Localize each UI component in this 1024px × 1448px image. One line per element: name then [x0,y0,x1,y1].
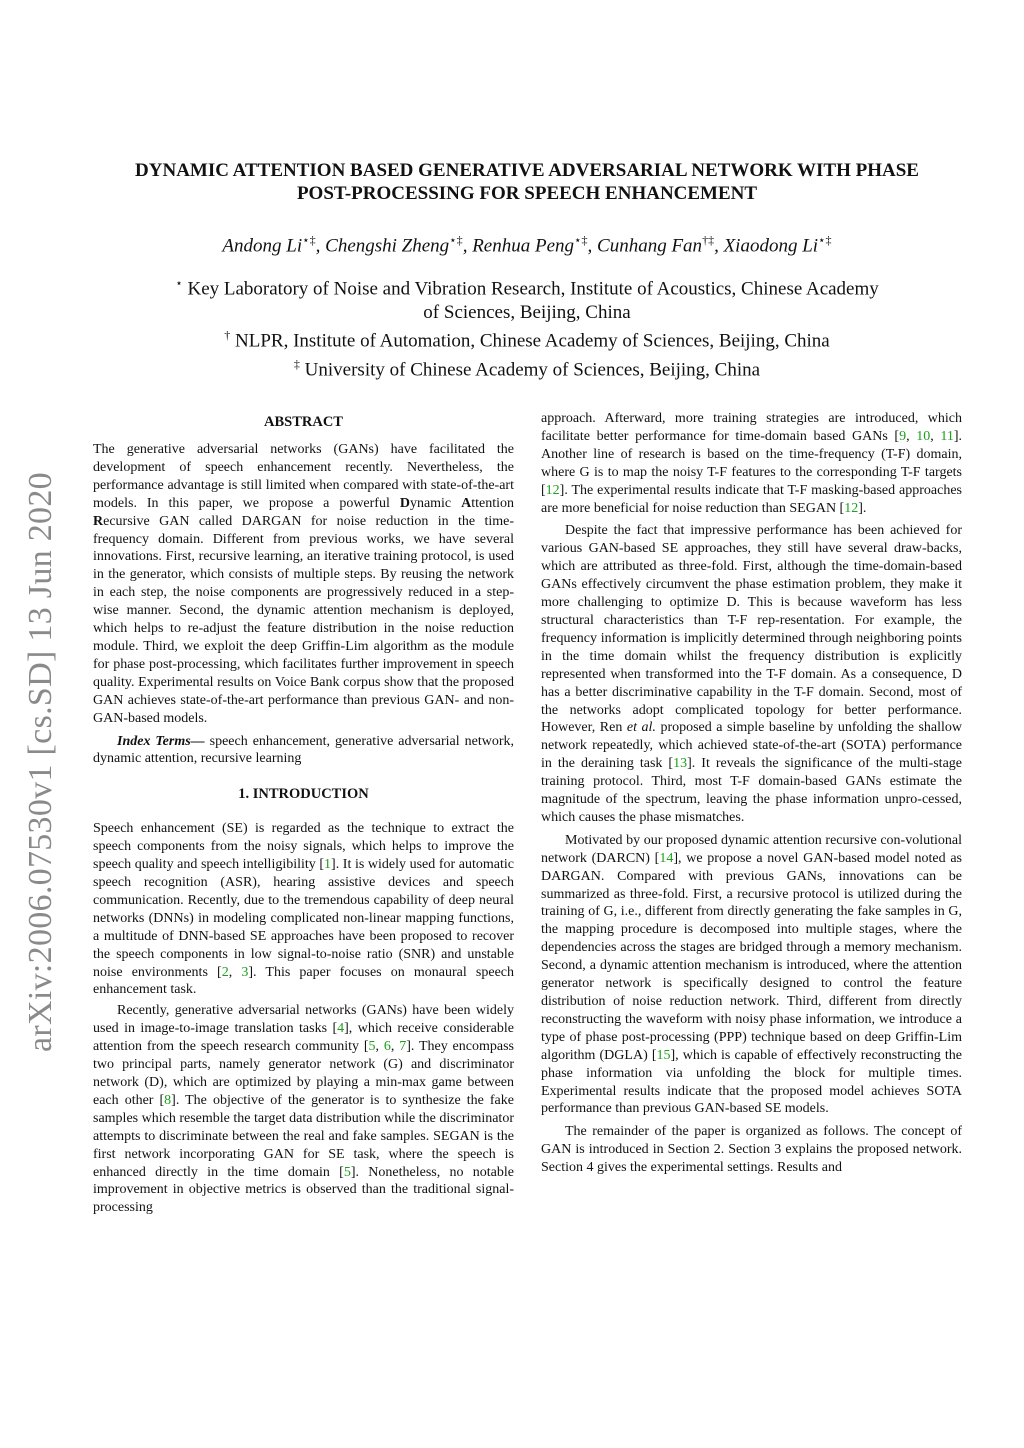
citation-link[interactable]: 11 [940,428,954,444]
acronym-letter: A [461,495,472,511]
left-column [93,410,514,1217]
author-marks: ⋆‡ [574,233,588,247]
affiliation-mark: ⋆ [175,276,183,290]
body-text: ], which is capable of effectively reconstructing the phase information via unfolding the block for multiple times. Experimental results indicate that the proposed model achieves SOTA performance than previous GAN-based SE models. [541,1047,962,1117]
affiliation-2 [60,324,994,353]
citation-link[interactable]: 12 [545,482,560,498]
body-text: ]. This paper focuses on monaural speech enhancement task. [93,964,515,998]
abstract-paragraph [93,441,514,728]
affiliation-text: University of Chinese Academy of Sciences, Beijing, China [304,359,761,381]
acronym-letter: D [399,495,410,511]
citation-link[interactable]: 13 [673,756,688,772]
body-text: ], we propose a novel GAN-based model noted as DARGAN. Compared with previous GANs, innovations can be summarized as three-fold. First, a recursive protocol is utilized during the training of G, i.e., different from directly generating the fake samples in G, the mapping procedure is decomposed into multiple stages, where the dependencies across the stages are bridged through a memory mechanism. Second, a dynamic attention mechanism is introduced, where the attention generator network is specifically designed to control the feature distribution of noise reduction network. Third, different from directly reconstructing the waveform with noisy phase information, we introduce a type of phase post-processing (PPP) technique based on deep Griffin-Lim algorithm (DGLA) [ [541,850,962,1063]
citation-link[interactable]: 3 [241,964,249,980]
title-line-2: POST-PROCESSING FOR SPEECH ENHANCEMENT [296,183,758,204]
body-text: ]. Nonetheless, no notable improvement in objective metrics is observed than the traditional signal-processing [93,1164,514,1216]
abstract-text: The generative adversarial networks (GANs) have facilitated the development of speech enhancement recently. Nevertheless, the performance advantage is still limited when compared with state-of-the-art models. In this paper, we propose a powerful [93,442,514,511]
affiliation-mark: ‡ [293,357,300,372]
author-marks: ⋆‡ [818,233,832,247]
author-marks: †‡ [702,233,715,247]
index-terms-label: Index Terms— [117,733,205,749]
body-text: ]. The objective of the generator is to synthesize the fake samples which resemble the target data distribution while the discriminator attempts to discriminate between the real and fake samples. SEGAN is the first network incorporating GAN for SE task, where the speech is enhanced directly in the time domain [ [93,1092,514,1180]
paper-title [60,159,994,205]
citation-link[interactable]: 12 [844,500,859,516]
body-text: ]. [858,500,867,516]
intro-paragraph-3: approach. Afterward, more training strategies are introduced, which facilitate better performance for time-domain based GANs [9, 10, 11]. Another line of research is based on the time-frequency (T-F) domain, where G is to map the noisy T-F features to the corresponding T-F targets [12]. The experimental results indicate that T-F masking-based approaches are more beneficial for noise reduction than SEGAN [12]. [541,411,963,516]
author-name: Renhua Peng [472,235,575,257]
affiliation-mark: † [224,328,231,343]
author-name: Cunhang Fan [597,235,703,257]
body-text: Recently, generative adversarial networks (GANs) have been widely used in image-to-image translation tasks [ [93,1003,514,1037]
acronym-letter: R [93,513,104,529]
body-text: Motivated by our proposed dynamic attention recursive con-volutional network (DARCN) [ [541,832,962,866]
body-text: approach. Afterward, more training strategies are introduced, which facilitate better performance for time-domain based GANs [ [541,411,962,444]
citation-link[interactable]: 15 [656,1047,671,1063]
citation-link[interactable]: 2 [221,964,229,980]
author-name: Xiaodong Li [723,235,819,257]
arxiv-identifier: arXiv:2006.07530v1 [cs.SD] 13 Jun 2020 [22,472,59,1052]
citation-link[interactable]: 1 [324,857,332,873]
citation-link[interactable]: 7 [399,1039,407,1055]
body-text: ]. Another line of research is based on the time-frequency (T-F) domain, where G is to map the noisy T-F features to the corresponding T-F targets [ [541,428,963,498]
intro-paragraph-5 [541,832,962,1119]
abstract-text: ttention [471,495,514,511]
affiliation-1-cont: of Sciences, Beijing, China [423,301,631,323]
body-text: ]. It reveals the significance of the multi-stage training protocol. Third, most T-F domain-based GANs estimate the magnitude of the spectrum, leaving the phase information unpro-cessed, which causes the phase mismatches. [541,756,962,825]
citation-link[interactable]: 14 [659,850,674,866]
citation-link[interactable]: 8 [164,1092,172,1108]
citation-link[interactable]: 4 [337,1021,345,1037]
body-text: ], which receive considerable attention from the speech research community [ [93,1021,514,1055]
citation-link[interactable]: 6 [383,1039,391,1055]
right-column [541,410,962,1177]
citation-link[interactable]: 5 [343,1164,351,1180]
affiliation-1 [60,272,994,301]
body-text: ]. They encompass two principal parts, namely generator network (G) and discriminator network (D), which are optimized by playing a min-max game between each other [ [93,1039,514,1108]
body-text: ]. It is widely used for automatic speech recognition (ASR), hearing assistive devices and speech communication. Recently, due to the tremendous capability of deep neural networks (DNNs) in modeling complicated non-linear mapping functions, a multitude of DNN-based SE approaches have been proposed to recover the speech components in low signal-to-noise ratio (SNR) and unstable noise environments [ [93,857,514,980]
abstract-text: ecursive GAN called DARGAN for noise reduction in the time-frequency domain. Different from previous works, we have several innovations. First, recursive learning, an iterative training protocol, is used in the generator, which consists of multiple steps. By reusing the network in each step, the noise components are progressively reduced in a step-wise manner. Second, the dynamic attention mechanism is deployed, which helps to re-adjust the feature distribution in the noise reduction module. Third, we exploit the deep Griffin-Lim algorithm as the module for phase post-processing, which facilitates further improvement in speech quality. Experimental results on Voice Bank corpus show that the proposed GAN achieves state-of-the-art performance than previous GAN- and non-GAN-based models. [93,513,514,726]
index-terms [93,733,514,769]
abstract-heading: ABSTRACT [264,414,343,430]
abstract-text: ynamic [409,495,462,511]
body-text-italic: et al. [626,720,656,736]
citation-link[interactable]: 10 [916,428,931,444]
affiliation-text: Key Laboratory of Noise and Vibration Research, Institute of Acoustics, Chinese Academy [187,278,879,300]
citation-link[interactable]: 5 [368,1039,376,1055]
body-text: Speech enhancement (SE) is regarded as the technique to extract the speech components from the noisy signals, which helps to improve the speech quality and speech intelligibility [ [93,821,514,873]
affiliation-text: NLPR, Institute of Automation, Chinese Academy of Sciences, Beijing, China [235,330,830,352]
title-line-1: DYNAMIC ATTENTION BASED GENERATIVE ADVERSARIAL NETWORK WITH PHASE [135,160,919,181]
affiliations [60,272,994,382]
affiliation-3 [60,353,994,382]
index-terms-text: speech enhancement, generative adversarial network, dynamic attention, recursive learning [93,733,514,767]
citation-link[interactable]: 9 [899,428,907,444]
intro-paragraph-6: The remainder of the paper is organized as follows. The concept of GAN is introduced in Section 2. Section 3 explains the proposed network. Section 4 gives the experimental settings. Results and [541,1124,962,1176]
section-heading-introduction: 1. INTRODUCTION [238,786,369,803]
author-name: Andong Li [222,235,303,257]
intro-paragraph-4 [541,522,962,826]
author-marks: ⋆‡ [449,233,463,247]
intro-paragraph-2: Recently, generative adversarial networks (GANs) have been widely used in image-to-image translation tasks [4], which receive considerable attention from the speech research community [5, 6, 7]. They encompass two principal parts, namely generator network (G) and discriminator network (D), which are optimized by playing a min-max game between each other [8]. The objective of the generator is to synthesize the fake samples which resemble the target data distribution while the discriminator attempts to discriminate between the real and fake samples. SEGAN is the first network incorporating GAN for SE task, where the speech is enhanced directly in the time domain [5]. Nonetheless, no notable improvement in objective metrics is observed than the traditional signal-processing [93,1003,514,1216]
intro-paragraph-1: Speech enhancement (SE) is regarded as the technique to extract the speech components from the noisy signals, which helps to improve the speech quality and speech intelligibility [1]. It is widely used for automatic speech recognition (ASR), hearing assistive devices and speech communication. Recently, due to the tremendous capability of deep neural networks (DNNs) in modeling complicated non-linear mapping functions, a multitude of DNN-based SE approaches have been proposed to recover the speech components in low signal-to-noise ratio (SNR) and unstable noise environments [2, 3]. This paper focuses on monaural speech enhancement task. [93,821,515,998]
author-name: Chengshi Zheng [325,235,450,257]
author-list: Andong Li⋆‡, Chengshi Zheng⋆‡, Renhua Peng⋆‡, Cunhang Fan†‡, Xiaodong Li⋆‡ [222,233,832,257]
body-text: proposed a simple baseline by unfolding the shallow network repeatedly, which achieved state-of-the-art (SOTA) performance in the deraining task [ [541,720,962,772]
body-text: Despite the fact that impressive performance has been achieved for various GAN-based SE approaches, they still have several draw-backs, which are attributed as three-fold. First, although the time-domain-based GANs effectively circumvent the phase estimation problem, they make it more challenging to optimize D. This is because waveform has less structural characteristics than T-F rep-resentation. For example, the frequency information is implicitly determined through neighboring points in the time domain whilst the frequency distribution is explicitly represented when transformed into the T-F domain. As a consequence, D has a better discriminative capability in the T-F domain. Second, most of the networks adopt complicated topology for better performance. However, Ren [541,523,962,736]
body-text: ]. The experimental results indicate that T-F masking-based approaches are more beneficial for noise reduction than SEGAN [ [541,482,962,516]
author-marks: ⋆‡ [302,233,316,247]
